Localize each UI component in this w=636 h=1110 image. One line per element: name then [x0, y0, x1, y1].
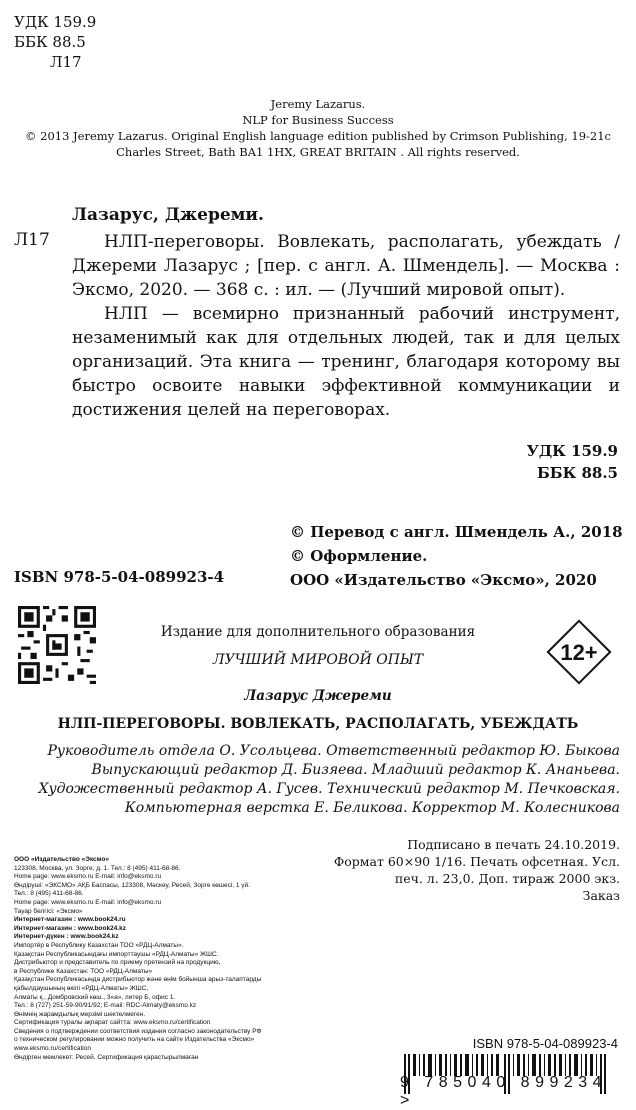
original-title: NLP for Business Success	[242, 113, 394, 127]
pub-line: Өндіруші: «ЭКСМО» АҚБ Баспасы, 123308, Мәскеу, Ресей, Зорге көшесі, 1 үй.	[14, 881, 250, 889]
pub-line: Интернет-магазин : www.book24.ru	[14, 916, 126, 924]
original-copyright-1: © 2013 Jeremy Lazarus. Original English language edition published by Crimson Publishing, 19-21c	[24, 129, 612, 143]
pub-line: 123308, Москва, ул. Зорге, д. 1. Тел.: 8 (495) 411-68-86.	[14, 864, 181, 872]
pub-line: Интернет-дүкен : www.book24.kz	[14, 933, 119, 941]
original-edition-note	[0, 96, 636, 160]
original-copyright-2: Charles Street, Bath BA1 1HX, GREAT BRITAIN . All rights reserved.	[116, 145, 520, 159]
author-name: Лазарус Джереми	[244, 688, 392, 704]
pub-line: Тел.: 8 (495) 411-68-86.	[14, 890, 84, 898]
credit-line: Выпускающий редактор Д. Бизяева. Младший редактор К. Ананьева.	[91, 762, 620, 778]
pub-line: Тел.: 8 (727) 251-59-90/91/92; E-mail: RDC-Almaty@eksmo.kz	[14, 1002, 197, 1010]
catalog-abstract: НЛП — всемирно признанный рабочий инструмент, незаменимый как для отдельных людей, так и для целых организаций. Эта книга — тренинг, благодаря которому вы быстро освоите навыки эффективной коммуникации и достижения целей на переговорах.	[72, 304, 620, 420]
series-name: ЛУЧШИЙ МИРОВОЙ ОПЫТ	[212, 652, 424, 668]
editorial-credits	[39, 742, 621, 818]
pub-line: в Республике Казахстан: ТОО «РДЦ-Алматы»	[14, 967, 153, 975]
print-line: печ. л. 23,0. Доп. тираж 2000 экз.	[394, 871, 620, 886]
age-rating-text: 12+	[560, 640, 598, 665]
pub-line: Интернет-магазин : www.book24.kz	[14, 924, 126, 932]
catalog-udk: УДК 159.9	[526, 442, 618, 460]
barcode-isbn: ISBN 978-5-04-089923-4	[472, 1036, 618, 1051]
credit-line: Художественный редактор А. Гусев. Технический редактор М. Печковская.	[38, 781, 620, 797]
catalog-description: НЛП-переговоры. Вовлекать, располагать, убеждать / Джереми Лазарус ; [пер. с англ. А. Шмендель]. — Москва : Эксмо, 2020. — 368 с. : ил. — (Лучший мировой опыт).	[72, 232, 620, 300]
credit-line: Компьютерная верстка Е. Беликова. Корректор М. Колесникова	[124, 800, 620, 816]
print-line: Подписано в печать 24.10.2019.	[407, 837, 620, 852]
classification-block-top	[14, 12, 96, 72]
catalog-classification	[527, 440, 618, 484]
pub-line: Қазақстан Республикасында дистрибьютор және өнім бойынша арыз-талаптарды	[14, 976, 262, 984]
catalog-bbk: ББК 88.5	[536, 464, 618, 482]
catalog-author: Лазарус, Джереми.	[72, 205, 264, 225]
print-line: Заказ	[582, 888, 620, 903]
author-mark: Л17	[50, 53, 82, 71]
pub-line: Өнімнің жарамдылық мерзімі шектелмеген.	[14, 1010, 146, 1018]
age-rating-badge	[543, 616, 615, 688]
pub-line: Сведения о подтверждении соответствия издания согласно законодательству РФ	[14, 1027, 262, 1035]
barcode-digits: 9 785040 899234 >	[400, 1074, 608, 1109]
book-title: НЛП-ПЕРЕГОВОРЫ. ВОВЛЕКАТЬ, РАСПОЛАГАТЬ, УБЕЖДАТЬ	[57, 716, 579, 732]
pub-line: ООО «Издательство «Эксмо»	[14, 856, 109, 863]
edition-note: Издание для дополнительного образования	[160, 624, 476, 640]
copyright-design: © Оформление.	[290, 547, 428, 565]
pub-line: Импортёр в Республику Казахстан ТОО «РДЦ-Алматы».	[14, 941, 184, 949]
pub-line: қабылдаушының өкілі «РДЦ-Алматы» ЖШС,	[14, 984, 149, 992]
pub-line: Алматы қ., Домбровский көш., 3«а», литер Б, офис 1.	[14, 993, 176, 1001]
pub-line: www.eksmo.ru/certification	[14, 1045, 91, 1053]
pub-line: о техническом регулировании можно получить на сайте Издательства «Эксмо»	[14, 1036, 255, 1044]
print-line: Формат 60×90 1/16. Печать офсетная. Усл.	[333, 854, 620, 869]
pub-line: Дистрибьютор и представитель по приему претензий на продукцию,	[14, 959, 221, 967]
credit-line: Руководитель отдела О. Усольцева. Ответственный редактор Ю. Быкова	[47, 743, 620, 759]
pub-line: Өндірген мемлекет: Ресей. Сертификация қарастырылмаған	[14, 1053, 199, 1061]
qr-code-icon	[18, 606, 96, 684]
copyright-publisher: ООО «Издательство «Эксмо», 2020	[290, 571, 597, 589]
pub-line: Сертификация туралы ақпарат сайтта: www.eksmo.ru/certification	[14, 1019, 211, 1027]
catalog-code: Л17	[14, 230, 50, 250]
print-details	[334, 836, 620, 904]
bbk-code: ББК 88.5	[14, 33, 86, 51]
catalog-entry	[72, 230, 620, 422]
pub-line: Тауар белгісі: «Эксмо»	[14, 907, 83, 915]
copyright-translation: © Перевод с англ. Шмендель А., 2018	[290, 523, 623, 541]
original-author: Jeremy Lazarus.	[270, 97, 366, 111]
isbn: ISBN 978-5-04-089923-4	[14, 568, 225, 586]
udk-code: УДК 159.9	[14, 13, 97, 31]
publisher-info	[14, 856, 344, 1062]
pub-line: Home page: www.eksmo.ru E-mail: info@eksmo.ru	[14, 873, 162, 881]
copyright-block	[290, 520, 623, 592]
pub-line: Қазақстан Республикасындағы импорттаушы «РДЦ-Алматы» ЖШС.	[14, 950, 219, 958]
pub-line: Home page: www.eksmo.ru E-mail: info@eksmo.ru	[14, 898, 162, 906]
